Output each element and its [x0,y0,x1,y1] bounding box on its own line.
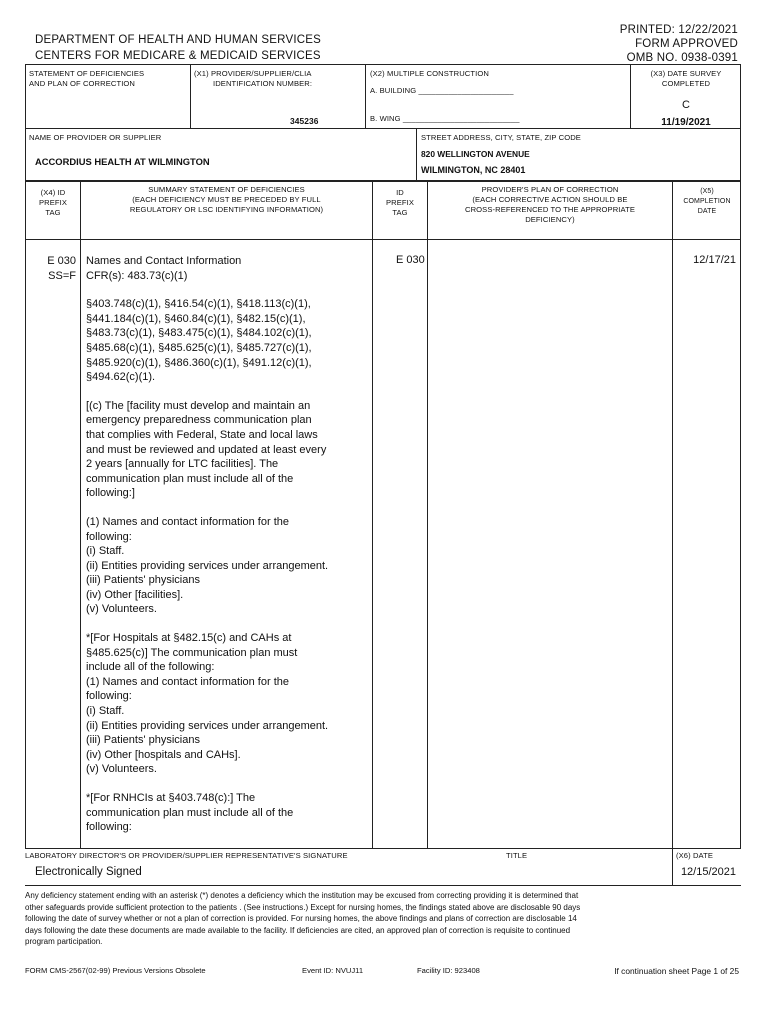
survey-date: 11/19/2021 [661,117,711,128]
street-address: 820 WELLINGTON AVENUE [421,149,530,159]
omb-number: OMB NO. 0938-0391 [626,52,738,64]
signature-value: Electronically Signed [35,866,142,878]
x2-label: (X2) MULTIPLE CONSTRUCTION [370,69,489,78]
department-name: DEPARTMENT OF HEALTH AND HUMAN SERVICES [35,34,321,46]
page-number: If continuation sheet Page 1 of 25 [614,966,739,976]
x6-date-label: (X6) DATE [676,851,714,860]
title-label: TITLE [506,851,528,860]
signature-date: 12/15/2021 [680,866,736,878]
x4-header: (X4) ID PREFIX TAG [38,188,68,217]
x1-label: (X1) PROVIDER/SUPPLIER/CLIA [194,69,312,78]
plan-label: AND PLAN OF CORRECTION [29,79,135,88]
deficiency-tag: E 030 SS=F [47,255,76,282]
disclosure-footnote: Any deficiency statement ending with an asterisk (*) denotes a deficiency which the institution may be excused from correcting providing it is determined that other safeguards provide sufficient protection to the patients . (See instructions.) Except for nursing homes, the findings stated above are disclosable 90 days following the date of survey whether or not a plan of correction is provided. For nursing homes, the above findings and plans of correction are disclosable 14 days following the date these documents are made available to the facility. If deficiencies are cited, an approved plan of correction is requisite to continued program participation. [25,891,581,947]
statement-label: STATEMENT OF DEFICIENCIES [29,69,145,78]
event-id: Event ID: NVUJ11 [302,966,364,975]
agency-name: CENTERS FOR MEDICARE & MEDICAID SERVICES [35,50,321,62]
street-label: STREET ADDRESS, CITY, STATE, ZIP CODE [421,133,581,142]
facility-id: Facility ID: 923408 [417,966,480,975]
x5-header: (X5) COMPLETION DATE [683,188,731,215]
x3-label-2: COMPLETED [661,79,711,88]
provider-name-label: NAME OF PROVIDER OR SUPPLIER [29,133,162,142]
regulation-paragraph: [(c) The [facility must develop and maintain an emergency preparedness communication plan that complies with Federal, State and local laws and must be reviewed and updated at least every 2 years [annually for LTC facilities]. The communication plan must include all of the following:] [86,399,327,500]
form-approved: FORM APPROVED [635,38,738,50]
deficiency-title: Names and Contact Information [86,255,242,267]
provider-id-number: 345236 [290,116,319,126]
id-header: ID PREFIX TAG [385,188,415,217]
deficiency-text [86,254,368,835]
city-state-zip: WILMINGTON, NC 28401 [421,165,526,175]
plan-header: PROVIDER'S PLAN OF CORRECTION (EACH CORRECTIVE ACTION SHOULD BE CROSS-REFERENCED TO THE APPROPRIATE DEFICIENCY) [464,185,636,224]
x3-label: (X3) DATE SURVEY [650,69,722,78]
printed-date: PRINTED: 12/22/2021 [619,24,738,36]
survey-code: C [682,99,690,111]
plan-id-tag: E 030 [396,254,425,266]
regulation-list: §403.748(c)(1), §416.54(c)(1), §418.113(c)(1), §441.184(c)(1), §460.84(c)(1), §482.15(c)(1), §483.73(c)(1), §483.475(c)(1), §484.102(c)(1), §485.68(c)(1), §485.625(c)(1), §485.727(c)(1), §485.920(c)(1), §486.360(c)(1), §491.12(c)(1), §494.62(c)(1). [86,298,312,384]
provider-name: ACCORDIUS HEALTH AT WILMINGTON [35,156,210,167]
signature-label: LABORATORY DIRECTOR'S OR PROVIDER/SUPPLIER REPRESENTATIVE'S SIGNATURE [25,851,348,860]
form-number: FORM CMS-2567(02-99) Previous Versions Obsolete [25,966,206,975]
hospitals-paragraph: *[For Hospitals at §482.15(c) and CAHs at §485.625(c)] The communication plan must include all of the following: (1) Names and contact information for the following: (i) Staff. (ii) Entities providing services under arrangement. (iii) Patients' physicians (iv) Other [hospitals and CAHs]. (v) Volunteers. [86,632,329,776]
names-contact-list: (1) Names and contact information for the following: (i) Staff. (ii) Entities providing services under arrangement. (iii) Patients' physicians (iv) Other [facilities]. (v) Volunteers. [86,515,329,616]
building-line: A. BUILDING ______________________ [370,86,514,95]
x1-label-2: IDENTIFICATION NUMBER: [213,79,313,88]
summary-header: SUMMARY STATEMENT OF DEFICIENCIES (EACH DEFICIENCY MUST BE PRECEDED BY FULL REGULATORY OR LSC IDENTIFYING INFORMATION) [129,185,324,214]
rnhci-paragraph: *[For RNHCIs at §403.748(c):] The communication plan must include all of the following: [86,792,294,834]
completion-date: 12/17/21 [693,254,736,266]
cfr-citation: CFR(s): 483.73(c)(1) [86,269,188,282]
wing-line: B. WING ___________________________ [370,114,520,123]
